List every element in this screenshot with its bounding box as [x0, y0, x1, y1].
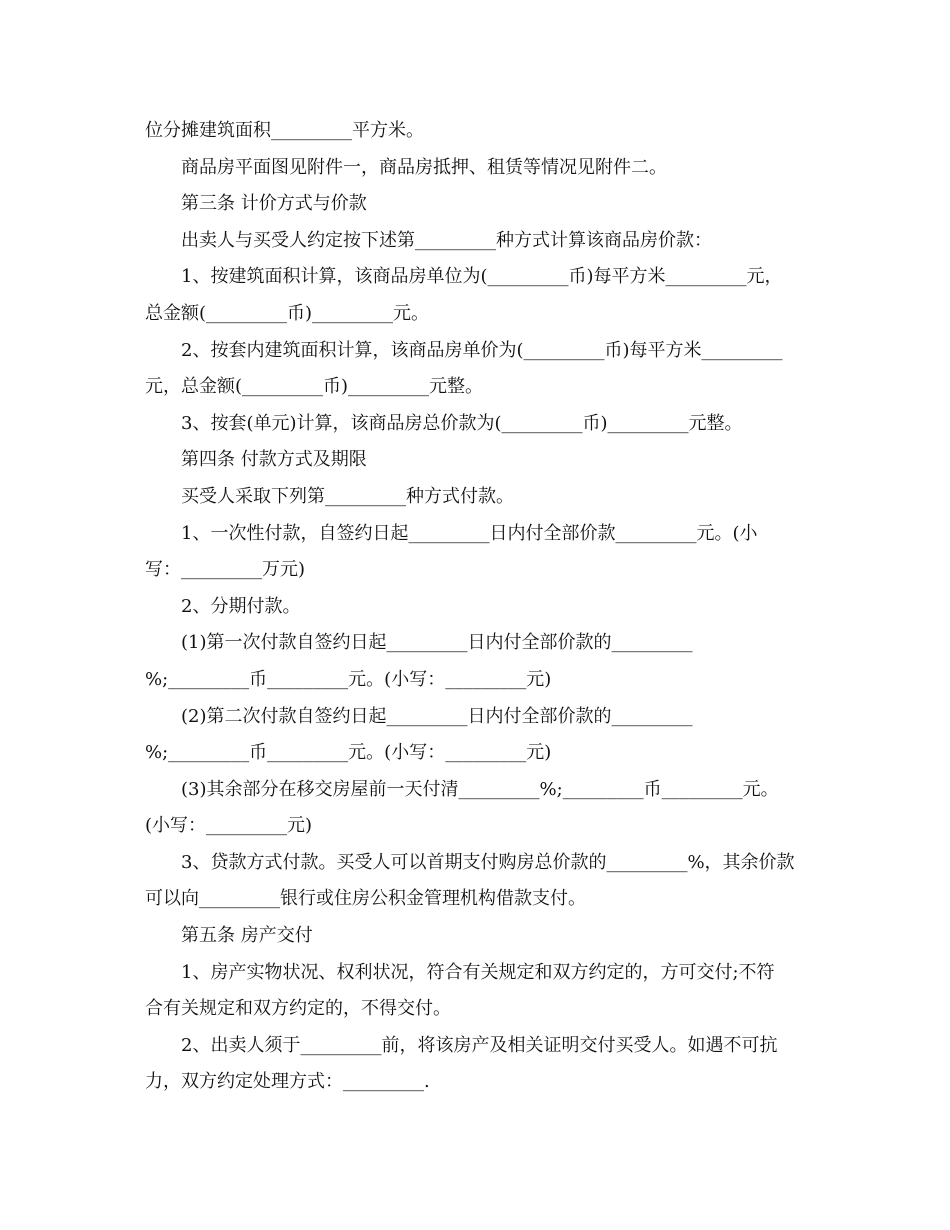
text-line: (3)其余部分在移交房屋前一天付清_________%;_________币_________元。	[181, 778, 779, 800]
text-line: 出卖人与买受人约定按下述第_________种方式计算该商品房价款：	[181, 229, 712, 251]
section-heading-3: 第三条 计价方式与价款	[181, 193, 367, 215]
contract-text	[145, 113, 810, 1101]
text-line: 力，双方约定处理方式：_________.	[145, 1071, 430, 1093]
text-line: %;_________币_________元。(小写：_________元)	[145, 668, 552, 690]
text-line: 1、房产实物状况、权利状况，符合有关规定和双方约定的，方可交付;不符	[181, 961, 775, 983]
text-line: 可以向_________银行或住房公积金管理机构借款支付。	[145, 888, 586, 910]
text-line: 3、贷款方式付款。买受人可以首期支付购房总价款的_________%，其余价款	[181, 851, 795, 873]
text-line: (小写：_________元)	[145, 815, 313, 837]
text-line: 1、按建筑面积计算，该商品房单位为(_________币)每平方米_________元，	[181, 266, 783, 288]
text-line: 总金额(_________币)_________元。	[145, 302, 430, 324]
text-line: 1、一次性付款，自签约日起_________日内付全部价款_________元。(小	[181, 522, 758, 544]
section-heading-4: 第四条 付款方式及期限	[181, 449, 367, 471]
section-heading-5: 第五条 房产交付	[181, 925, 313, 947]
text-line: (1)第一次付款自签约日起_________日内付全部价款的_________	[181, 632, 693, 654]
text-line: %;_________币_________元。(小写：_________元)	[145, 742, 552, 764]
text-line: 商品房平面图见附件一，商品房抵押、租赁等情况见附件二。	[181, 156, 667, 178]
text-line: 合有关规定和双方约定的，不得交付。	[145, 998, 451, 1020]
text-line: 写：_________万元)	[145, 559, 306, 581]
text-line: 2、分期付款。	[181, 595, 301, 617]
text-line: 2、出卖人须于_________前，将该房产及相关证明交付买受人。如遇不可抗	[181, 1034, 778, 1056]
text-line: 买受人采取下列第_________种方式付款。	[181, 485, 514, 507]
text-line: 位分摊建筑面积_________平方米。	[145, 120, 424, 141]
text-line: 2、按套内建筑面积计算，该商品房单价为(_________币)每平方米_________	[181, 339, 783, 361]
text-line: 元，总金额(_________币)_________元整。	[145, 376, 484, 398]
text-line: 3、按套(单元)计算，该商品房总价款为(_________币)_________元整。	[181, 412, 743, 434]
text-line: (2)第二次付款自签约日起_________日内付全部价款的_________	[181, 705, 693, 727]
